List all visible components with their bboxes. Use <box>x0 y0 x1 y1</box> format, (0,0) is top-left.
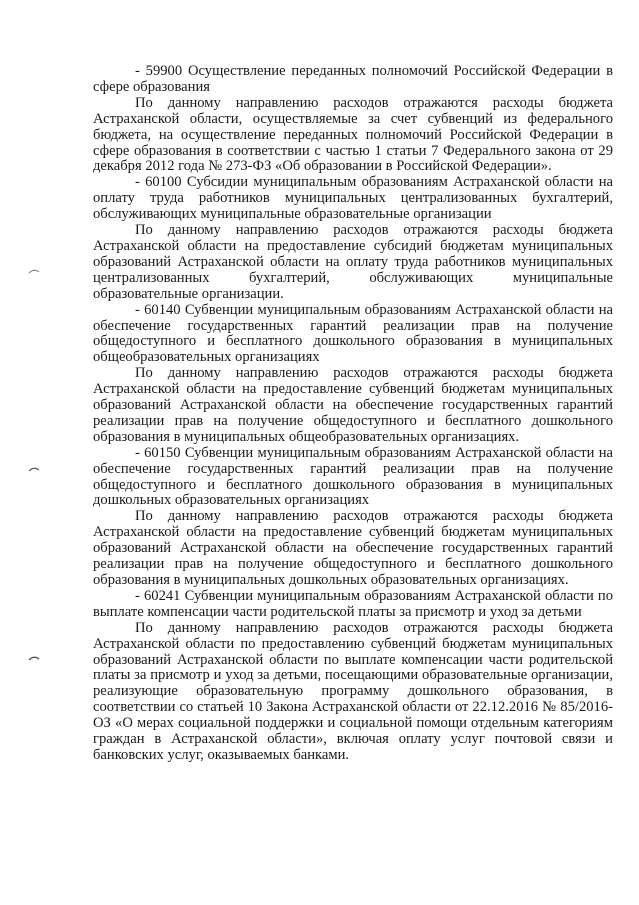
binder-mark-icon <box>28 466 40 472</box>
document-body <box>93 64 613 764</box>
expense-item-description: По данному направлению расходов отражаются расходы бюджета Астраханской области на предоставление субсидий бюджетам муниципальных образований Астраханской области на оплату труда работников муниципальных централизованных бухгалтерий, обслуживающих муниципальные образовательные организации. <box>93 222 613 302</box>
expense-item-heading: - 60140 Субвенции муниципальным образованиям Астраханской области на обеспечение государственных гарантий реализации прав на получение общедоступного и бесплатного дошкольного образования в муниципальных общеобразовательных организациях <box>93 301 613 366</box>
expense-item-heading: - 60100 Субсидии муниципальным образованиям Астраханской области на оплату труда работников муниципальных централизованных бухгалтерий, обслуживающих муниципальные образовательные организации <box>93 174 613 223</box>
binder-mark-icon <box>28 268 40 274</box>
expense-item-description: По данному направлению расходов отражаются расходы бюджета Астраханской области на предоставление субвенций бюджетам муниципальных образований Астраханской области на обеспечение государственных гарантий реализации прав на получение общедоступного и бесплатного дошкольного образования в муниципальных дошкольных образовательных организациях. <box>93 508 613 588</box>
binder-mark-icon <box>28 655 40 661</box>
expense-item-description: По данному направлению расходов отражаются расходы бюджета Астраханской области на предоставление субвенций бюджетам муниципальных образований Астраханской области на обеспечение государственных гарантий реализации прав на получение общедоступного и бесплатного дошкольного образования в муниципальных общеобразовательных организациях. <box>93 365 613 445</box>
expense-item-description: По данному направлению расходов отражаются расходы бюджета Астраханской области по предоставлению субвенций бюджетам муниципальных образований Астраханской области по выплате компенсации части родительской платы за присмотр и уход за детьми, посещающими образовательные организации, реализующие образовательную программу дошкольного образования, в соответствии со статьей 10 Закона Астраханской области от 22.12.2016 № 85/2016-ОЗ «О мерах социальной поддержки и социальной помощи отдельным категориям граждан в Астраханской области», включая оплату услуг почтовой связи и банковских услуг, оказываемых банками. <box>93 619 613 763</box>
expense-item-description: По данному направлению расходов отражаются расходы бюджета Астраханской области, осуществляемые за счет субвенций из федерального бюджета, на осуществление переданных полномочий Российской Федерации в сфере образования в соответствии с частью 1 статьи 7 Федерального закона от 29 декабря 2012 года № 273-ФЗ «Об образовании в Российской Федерации». <box>93 94 613 175</box>
expense-item-heading: - 59900 Осуществление переданных полномочий Российской Федерации в сфере образования <box>93 63 613 95</box>
expense-item-heading: - 60241 Субвенции муниципальным образованиям Астраханской области по выплате компенсации части родительской платы за присмотр и уход за детьми <box>93 587 613 620</box>
expense-item-heading: - 60150 Субвенции муниципальным образованиям Астраханской области на обеспечение государственных гарантий реализации прав на получение общедоступного и бесплатного дошкольного образования в муниципальных дошкольных образовательных организациях <box>93 444 613 509</box>
